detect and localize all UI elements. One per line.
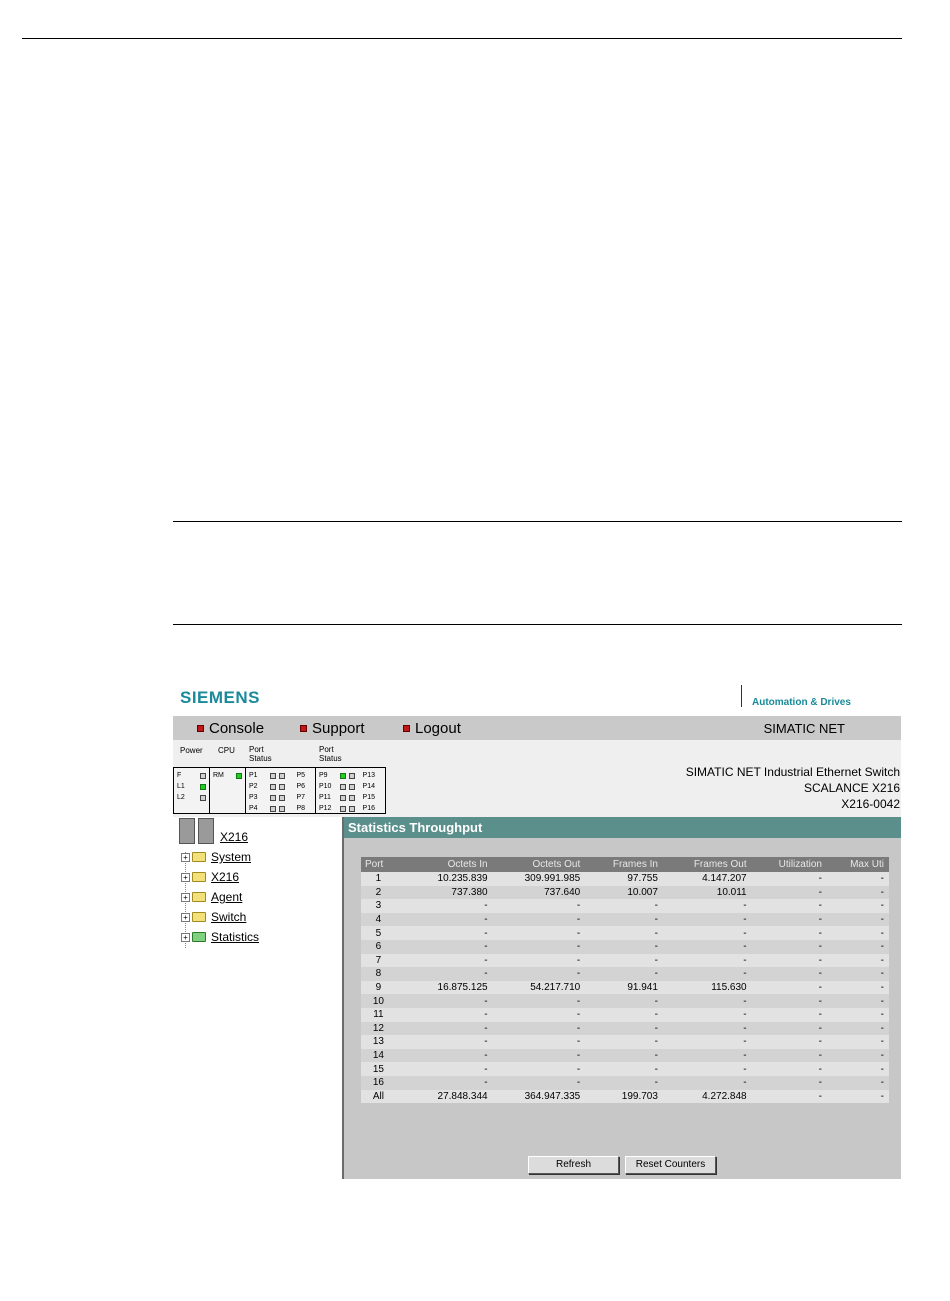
table-cell: -: [663, 899, 752, 913]
folder-icon: [192, 852, 206, 862]
tree-item-x216[interactable]: + X216: [181, 870, 239, 884]
cpu-header: CPU: [218, 746, 235, 755]
siemens-logo: SIEMENS: [180, 688, 261, 707]
menu-logout-label: Logout: [415, 720, 461, 737]
table-cell: -: [493, 994, 586, 1008]
expand-icon[interactable]: +: [181, 873, 190, 882]
table-cell: 1: [361, 872, 408, 886]
power-led-box: [173, 767, 210, 814]
menu-console-label: Console: [209, 720, 265, 737]
device-title: SIMATIC NET Industrial Ethernet Switch: [685, 765, 900, 779]
table-cell: -: [663, 1062, 752, 1076]
menu-logout[interactable]: [403, 720, 461, 737]
table-row: [361, 1008, 889, 1022]
table-cell: -: [585, 1076, 663, 1090]
section-rule-lower: [173, 624, 902, 625]
product-line-label: SIMATIC NET: [763, 721, 845, 736]
table-cell: 4: [361, 913, 408, 927]
table-cell: 737.640: [493, 886, 586, 900]
table-cell: -: [752, 954, 827, 968]
menu-support[interactable]: [300, 720, 365, 737]
table-cell: -: [493, 1022, 586, 1036]
table-row: [361, 967, 889, 981]
navigation-tree: [173, 817, 342, 1179]
table-cell: -: [585, 1035, 663, 1049]
table-row: [361, 1035, 889, 1049]
table-cell: -: [585, 994, 663, 1008]
table-cell: -: [827, 926, 889, 940]
table-cell: -: [827, 1062, 889, 1076]
led-indicator-icon: [270, 795, 276, 801]
table-cell: -: [493, 1035, 586, 1049]
port-led-row: P11 P15: [319, 794, 375, 801]
table-cell: -: [752, 1008, 827, 1022]
led-indicator-icon: [200, 784, 206, 790]
led-indicator-icon: [340, 806, 346, 812]
port-status-header-1: Port Status: [249, 745, 272, 763]
port-led-row: P3 P7: [249, 794, 305, 801]
device-status-panel: [173, 740, 901, 817]
table-cell: -: [827, 1035, 889, 1049]
table-cell: 9: [361, 981, 408, 995]
led-indicator-icon: [236, 773, 242, 779]
expand-icon[interactable]: +: [181, 913, 190, 922]
table-cell: -: [752, 1076, 827, 1090]
power-header: Power: [180, 746, 203, 755]
led-rm: RM: [213, 771, 242, 780]
table-cell: 27.848.344: [408, 1090, 493, 1104]
table-cell: -: [663, 926, 752, 940]
table-cell: -: [408, 954, 493, 968]
port-led-box-2: [315, 767, 386, 814]
table-cell: -: [408, 1035, 493, 1049]
table-cell: -: [663, 940, 752, 954]
table-cell: 364.947.335: [493, 1090, 586, 1104]
folder-icon: [192, 872, 206, 882]
table-row: [361, 1076, 889, 1090]
table-cell: -: [408, 926, 493, 940]
table-cell: -: [585, 899, 663, 913]
table-cell: -: [752, 872, 827, 886]
table-cell: -: [585, 1049, 663, 1063]
table-cell: 7: [361, 954, 408, 968]
table-cell: -: [493, 940, 586, 954]
table-row: [361, 1090, 889, 1104]
table-cell: -: [752, 899, 827, 913]
tree-item-statistics[interactable]: + Statistics: [181, 930, 259, 944]
column-header: Port: [361, 857, 408, 872]
led-indicator-icon: [200, 795, 206, 801]
table-cell: -: [752, 1090, 827, 1104]
table-cell: -: [585, 1008, 663, 1022]
table-row: [361, 1022, 889, 1036]
table-cell: -: [663, 1076, 752, 1090]
table-cell: -: [827, 1008, 889, 1022]
table-cell: -: [408, 967, 493, 981]
table-cell: -: [493, 1062, 586, 1076]
led-f: F: [177, 771, 206, 780]
table-cell: -: [585, 1022, 663, 1036]
table-cell: -: [827, 1090, 889, 1104]
table-cell: 11: [361, 1008, 408, 1022]
table-row: [361, 1049, 889, 1063]
table-cell: -: [827, 872, 889, 886]
folder-icon: [192, 892, 206, 902]
table-cell: -: [493, 913, 586, 927]
table-cell: 737.380: [408, 886, 493, 900]
bullet-icon: [403, 725, 410, 732]
throughput-table: [361, 857, 889, 1103]
table-cell: 14: [361, 1049, 408, 1063]
table-cell: -: [827, 886, 889, 900]
table-cell: -: [493, 1076, 586, 1090]
cpu-led-box: [209, 767, 246, 814]
table-cell: 10: [361, 994, 408, 1008]
table-cell: -: [663, 967, 752, 981]
table-cell: -: [493, 1008, 586, 1022]
column-header: Utilization: [752, 857, 827, 872]
table-cell: -: [663, 913, 752, 927]
page-title: Statistics Throughput: [344, 817, 901, 838]
table-cell: 3: [361, 899, 408, 913]
table-cell: -: [408, 994, 493, 1008]
table-cell: 8: [361, 967, 408, 981]
table-row: [361, 981, 889, 995]
table-cell: -: [827, 913, 889, 927]
port-led-row: P9 P13: [319, 772, 375, 779]
led-indicator-icon: [270, 806, 276, 812]
led-indicator-icon: [340, 784, 346, 790]
table-row: [361, 926, 889, 940]
table-cell: -: [408, 1062, 493, 1076]
led-l2: L2: [177, 793, 206, 802]
table-cell: 10.235.839: [408, 872, 493, 886]
led-indicator-icon: [340, 773, 346, 779]
led-l1: L1: [177, 782, 206, 791]
port-led-row: P1 P5: [249, 772, 305, 779]
table-cell: -: [408, 1008, 493, 1022]
table-cell: -: [408, 1076, 493, 1090]
table-cell: -: [752, 913, 827, 927]
table-cell: -: [752, 926, 827, 940]
table-row: [361, 1062, 889, 1076]
table-cell: 10.011: [663, 886, 752, 900]
device-model: SCALANCE X216: [803, 781, 900, 795]
reset-counters-button[interactable]: Reset Counters: [625, 1156, 716, 1174]
port-led-row: P10 P14: [319, 783, 375, 790]
table-cell: 91.941: [585, 981, 663, 995]
table-cell: 309.991.985: [493, 872, 586, 886]
top-rule: [22, 38, 902, 39]
table-cell: -: [663, 1035, 752, 1049]
refresh-button[interactable]: Refresh: [528, 1156, 619, 1174]
led-indicator-icon: [270, 784, 276, 790]
table-cell: 16: [361, 1076, 408, 1090]
table-cell: -: [827, 1049, 889, 1063]
table-cell: -: [827, 899, 889, 913]
table-cell: -: [585, 1062, 663, 1076]
table-cell: -: [752, 994, 827, 1008]
port-status-header-2: Port Status: [319, 745, 342, 763]
table-cell: All: [361, 1090, 408, 1104]
port-led-box-1: [245, 767, 316, 814]
table-cell: -: [752, 981, 827, 995]
switch-device-icon: [179, 818, 216, 846]
table-row: [361, 954, 889, 968]
table-cell: -: [827, 967, 889, 981]
table-cell: -: [827, 994, 889, 1008]
table-cell: -: [827, 1076, 889, 1090]
port-led-row: P12 P16: [319, 805, 375, 812]
table-cell: -: [827, 1022, 889, 1036]
table-cell: -: [585, 926, 663, 940]
led-indicator-icon: [340, 795, 346, 801]
automation-drives-tagline: Automation & Drives: [752, 697, 851, 708]
table-cell: -: [752, 1062, 827, 1076]
table-cell: 6: [361, 940, 408, 954]
table-cell: -: [752, 940, 827, 954]
menu-console[interactable]: [197, 720, 264, 737]
tree-root-link[interactable]: X216: [220, 830, 249, 844]
table-cell: -: [663, 1049, 752, 1063]
tree-item-system[interactable]: + System: [181, 850, 251, 864]
table-cell: -: [408, 913, 493, 927]
table-cell: -: [408, 1049, 493, 1063]
table-cell: -: [663, 1022, 752, 1036]
port-led-row: P2 P6: [249, 783, 305, 790]
table-cell: -: [585, 913, 663, 927]
tree-item-agent[interactable]: + Agent: [181, 890, 242, 904]
table-cell: -: [585, 954, 663, 968]
table-cell: -: [408, 940, 493, 954]
table-cell: -: [827, 940, 889, 954]
table-row: [361, 872, 889, 886]
table-cell: -: [752, 1049, 827, 1063]
section-rule-upper: [173, 521, 902, 522]
table-cell: 2: [361, 886, 408, 900]
table-cell: -: [408, 899, 493, 913]
table-cell: 4.147.207: [663, 872, 752, 886]
table-row: [361, 899, 889, 913]
table-cell: -: [585, 967, 663, 981]
table-cell: -: [493, 1049, 586, 1063]
table-cell: 4.272.848: [663, 1090, 752, 1104]
table-cell: 16.875.125: [408, 981, 493, 995]
web-ui-screenshot: [173, 678, 901, 1179]
table-cell: -: [585, 940, 663, 954]
menu-support-label: Support: [312, 720, 365, 737]
column-header: Frames Out: [663, 857, 752, 872]
table-cell: 97.755: [585, 872, 663, 886]
table-cell: -: [827, 981, 889, 995]
table-cell: 199.703: [585, 1090, 663, 1104]
table-cell: -: [408, 1022, 493, 1036]
table-cell: 54.217.710: [493, 981, 586, 995]
table-cell: -: [493, 967, 586, 981]
header-divider: [741, 685, 742, 707]
expand-icon[interactable]: +: [181, 853, 190, 862]
table-cell: -: [493, 954, 586, 968]
table-cell: 12: [361, 1022, 408, 1036]
table-cell: 5: [361, 926, 408, 940]
table-cell: -: [663, 994, 752, 1008]
table-row: [361, 913, 889, 927]
table-cell: -: [752, 967, 827, 981]
folder-open-icon: [192, 932, 206, 942]
led-indicator-icon: [270, 773, 276, 779]
table-cell: -: [752, 886, 827, 900]
table-cell: -: [663, 1008, 752, 1022]
table-row: [361, 886, 889, 900]
content-panel: [342, 817, 901, 1179]
table-cell: 13: [361, 1035, 408, 1049]
expand-icon[interactable]: +: [181, 933, 190, 942]
table-cell: -: [827, 954, 889, 968]
led-indicator-icon: [200, 773, 206, 779]
table-cell: -: [493, 899, 586, 913]
table-cell: 115.630: [663, 981, 752, 995]
device-name: X216-0042: [841, 797, 900, 811]
column-header: Max Uti: [827, 857, 889, 872]
folder-icon: [192, 912, 206, 922]
top-menu-bar: [173, 716, 901, 740]
table-header-row: [361, 857, 889, 872]
table-cell: -: [752, 1022, 827, 1036]
table-cell: -: [752, 1035, 827, 1049]
tree-root[interactable]: [179, 818, 248, 846]
table-cell: -: [493, 926, 586, 940]
tree-item-switch[interactable]: + Switch: [181, 910, 246, 924]
table-cell: -: [663, 954, 752, 968]
bullet-icon: [197, 725, 204, 732]
table-cell: 10.007: [585, 886, 663, 900]
table-row: [361, 940, 889, 954]
bullet-icon: [300, 725, 307, 732]
column-header: Frames In: [585, 857, 663, 872]
expand-icon[interactable]: +: [181, 893, 190, 902]
column-header: Octets In: [408, 857, 493, 872]
port-led-row: P4 P8: [249, 805, 305, 812]
table-cell: 15: [361, 1062, 408, 1076]
table-row: [361, 994, 889, 1008]
column-header: Octets Out: [493, 857, 586, 872]
